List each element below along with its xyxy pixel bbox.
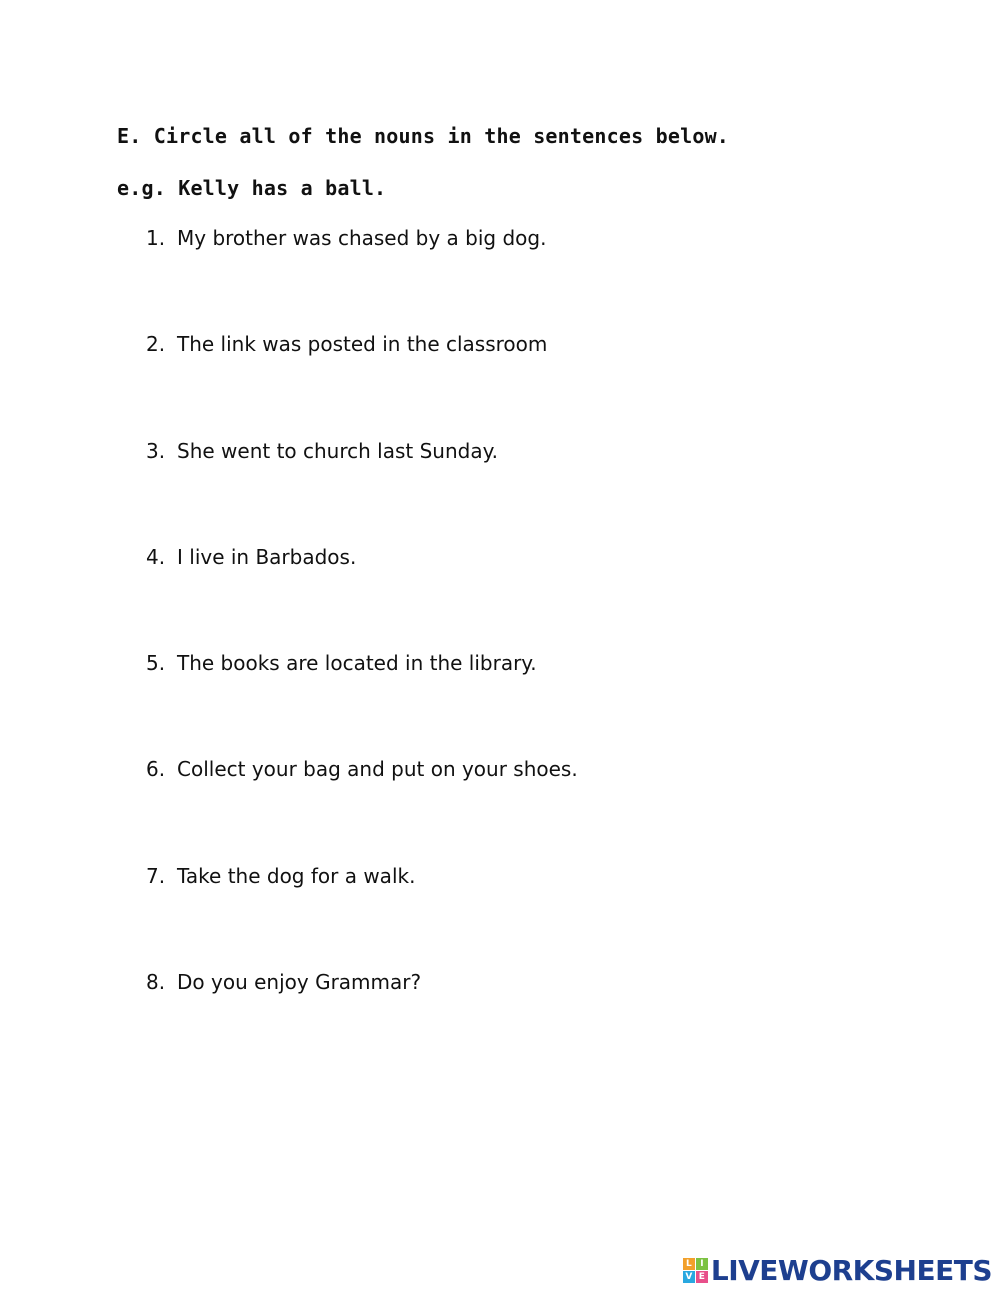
question-number: 8. — [146, 970, 166, 995]
question-item-2 — [146, 332, 578, 438]
question-number: 1. — [146, 226, 166, 250]
logo-tile-l: L — [683, 1258, 695, 1270]
question-list — [146, 226, 578, 1076]
question-number: 7. — [146, 863, 166, 888]
question-item-6 — [146, 757, 578, 863]
question-text[interactable]: Take the dog for a walk. — [177, 863, 416, 888]
liveworksheets-logo-icon — [683, 1258, 708, 1283]
question-item-4 — [146, 545, 578, 651]
question-item-3 — [146, 439, 578, 545]
example-heading: e.g. Kelly has a ball. — [117, 176, 387, 200]
question-number: 3. — [146, 438, 166, 463]
instruction-heading: E. Circle all of the nouns in the sentences below. — [117, 124, 730, 148]
question-text[interactable]: Do you enjoy Grammar? — [177, 970, 422, 995]
liveworksheets-branding[interactable] — [683, 1252, 992, 1288]
liveworksheets-logo-text: LIVEWORKSHEETS — [710, 1253, 992, 1287]
question-item-8 — [146, 970, 578, 1076]
logo-tile-e: E — [696, 1271, 708, 1283]
question-number: 5. — [146, 651, 166, 676]
question-number: 4. — [146, 544, 166, 569]
question-item-1 — [146, 226, 578, 332]
question-text[interactable]: Collect your bag and put on your shoes. — [177, 757, 578, 782]
question-item-7 — [146, 864, 578, 970]
question-text[interactable]: I live in Barbados. — [177, 544, 357, 569]
question-text[interactable]: The link was posted in the classroom — [177, 332, 548, 357]
question-number: 2. — [146, 332, 166, 357]
question-item-5 — [146, 651, 578, 757]
question-text[interactable]: She went to church last Sunday. — [177, 438, 498, 463]
question-number: 6. — [146, 757, 166, 782]
question-text[interactable]: My brother was chased by a big dog. — [177, 226, 547, 250]
logo-tile-v: V — [683, 1271, 695, 1283]
logo-tile-i: I — [696, 1258, 708, 1270]
question-text[interactable]: The books are located in the library. — [177, 651, 537, 676]
